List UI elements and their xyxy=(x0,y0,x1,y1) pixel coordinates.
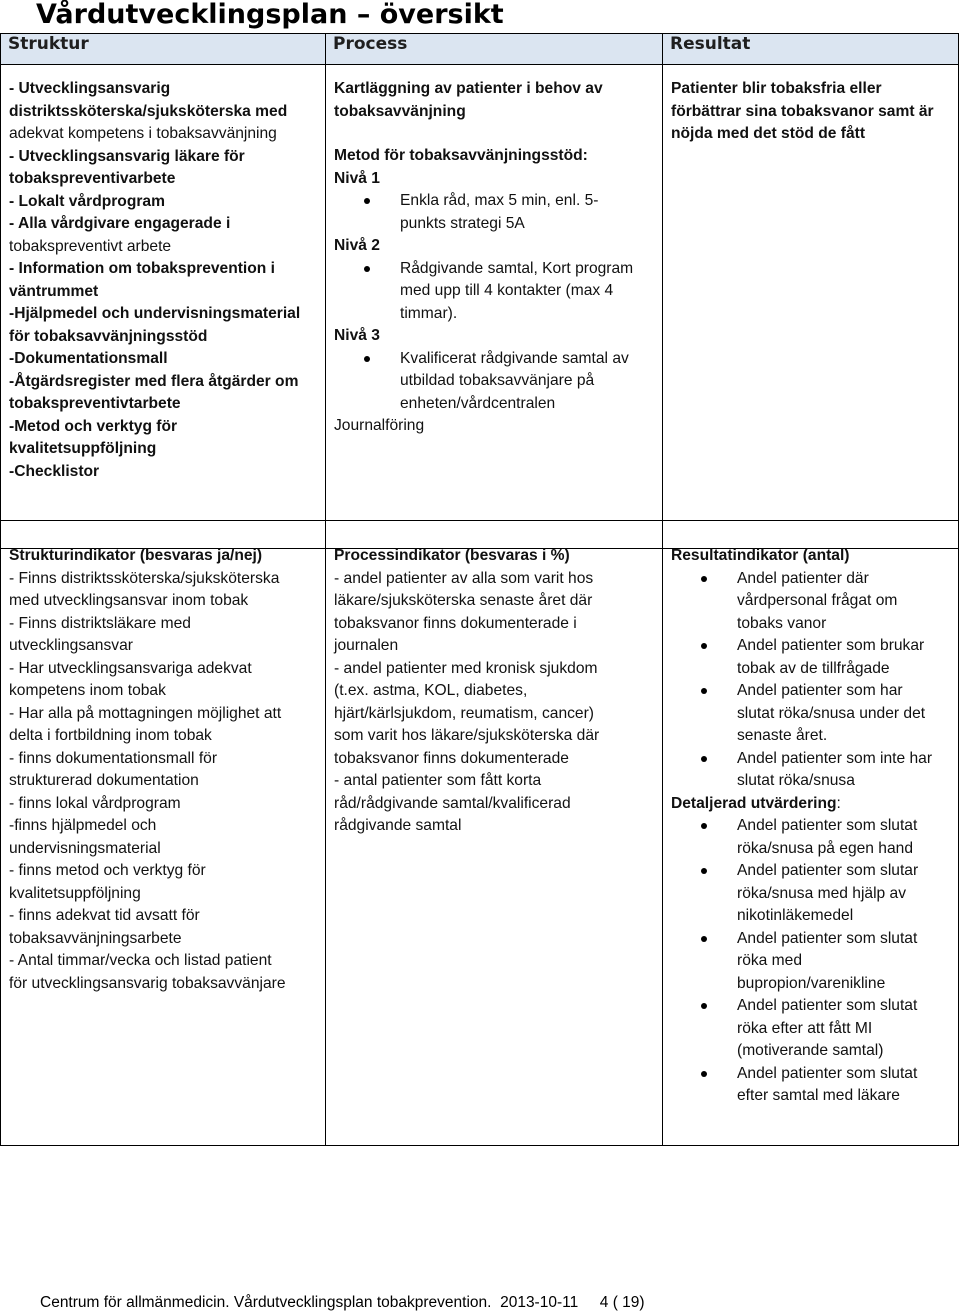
detaljerad-item-line: Andel patienter som slutar xyxy=(737,862,919,879)
detaljerad-item-line: röka med xyxy=(737,952,803,969)
processindikator-heading: Processindikator (besvaras i %) xyxy=(334,547,570,564)
struktur-line: -Metod och verktyg för xyxy=(9,417,178,435)
niva-3-item xyxy=(334,348,654,416)
struktur-line: väntrummet xyxy=(9,282,99,300)
detaljerad-utvardering-text: Detaljerad utvärdering xyxy=(671,794,837,812)
niva-2-item-line: med upp till 4 kontakter (max 4 xyxy=(400,282,614,299)
processindikator-line: tobaksvanor finns dokumenterade xyxy=(334,749,569,767)
strukturindikator-line: - Har alla på mottagningen möjlighet att xyxy=(9,704,282,722)
niva-1-list xyxy=(334,190,654,235)
strukturindikator-heading: Strukturindikator (besvaras ja/nej) xyxy=(9,547,263,564)
strukturindikator-line: tobaksavvänjningsarbete xyxy=(9,929,182,947)
strukturindikator-line: utvecklingsansvar xyxy=(9,637,133,654)
header-process: Process xyxy=(326,34,663,65)
detaljerad-item-line: röka efter att fått MI xyxy=(737,1019,873,1037)
struktur-line: adekvat kompetens i tobaksavvänjning xyxy=(9,125,277,142)
footer-page: 4 ( 19) xyxy=(599,1294,645,1311)
resultat-line: Patienter blir tobaksfria eller xyxy=(671,80,882,97)
niva-3-list xyxy=(334,348,654,416)
strukturindikator-line: strukturerad dokumentation xyxy=(9,772,199,789)
resultat-line: förbättrar sina tobaksvanor samt är xyxy=(671,102,934,120)
footer-date: 2013-10-11 xyxy=(500,1294,579,1311)
detaljerad-item-line: bupropion/varenikline xyxy=(737,974,886,992)
processindikator-line: råd/rådgivande samtal/kvalificerad xyxy=(334,794,571,812)
processindikator-line: läkare/sjuksköterska senaste året där xyxy=(334,592,593,609)
resultat-cell xyxy=(663,65,959,549)
process-heading: Kartläggning av patienter i behov av xyxy=(334,80,603,97)
niva-3-label: Nivå 3 xyxy=(334,327,380,344)
detaljerad-utvardering-colon: : xyxy=(836,794,841,812)
processindikator-line: - andel patienter av alla som varit hos xyxy=(334,569,594,587)
struktur-line xyxy=(9,101,317,124)
detaljerad-item-line: Andel patienter som slutat xyxy=(737,997,918,1014)
detaljerad-item-line: röka/snusa med hjälp av xyxy=(737,884,907,902)
strukturindikator-line: - Har utvecklingsansvariga adekvat xyxy=(9,659,252,677)
resultatindikator-item-line: tobak av de tillfrågade xyxy=(737,659,890,677)
processindikator-line: journalen xyxy=(334,637,399,654)
processindikator-line: tobaksvanor finns dokumenterade i xyxy=(334,614,577,632)
strukturindikator-line: -finns hjälpmedel och xyxy=(9,817,157,834)
struktur-line: -Åtgärdsregister med flera åtgärder om xyxy=(9,372,299,390)
resultatindikator-item-line: tobaks vanor xyxy=(737,614,827,632)
detaljerad-item-line: nikotinläkemedel xyxy=(737,907,854,924)
strukturindikator-line: undervisningsmaterial xyxy=(9,839,161,857)
resultatindikator-item-line: slutat röka/snusa xyxy=(737,772,855,789)
processindikator-line: - antal patienter som fått korta xyxy=(334,772,542,789)
resultatindikator-list xyxy=(671,568,950,793)
detaljerad-item xyxy=(671,815,950,860)
strukturindikator-line: - finns dokumentationsmall för xyxy=(9,749,218,767)
resultatindikator-item-line: vårdpersonal frågat om xyxy=(737,592,898,609)
resultat-line: nöjda med det stöd de fått xyxy=(671,125,866,142)
strukturindikator-line: - finns adekvat tid avsatt för xyxy=(9,907,200,924)
struktur-cell xyxy=(1,65,326,549)
page-title: Vårdutvecklingsplan – översikt xyxy=(36,0,504,30)
detaljerad-item-line: efter samtal med läkare xyxy=(737,1087,900,1104)
resultatindikator-item-line: Andel patienter som brukar xyxy=(737,637,925,654)
resultatindikator-item xyxy=(671,635,950,680)
journalforing-label: Journalföring xyxy=(334,417,425,434)
struktur-line: -Dokumentationsmall xyxy=(9,350,168,367)
resultatindikator-cell xyxy=(663,521,959,1146)
strukturindikator-line: - Antal timmar/vecka och listad patient xyxy=(9,952,272,969)
struktur-line-part: distriktssköterska/sjuksköterska med xyxy=(9,102,288,120)
indicator-table xyxy=(0,520,959,1146)
niva-2-label: Nivå 2 xyxy=(334,237,380,254)
detaljerad-utvardering-heading xyxy=(671,793,950,816)
struktur-line: - Alla vårdgivare engagerade i xyxy=(9,215,231,232)
strukturindikator-line: delta i fortbildning inom tobak xyxy=(9,727,212,744)
resultatindikator-item xyxy=(671,748,950,793)
detaljerad-item xyxy=(671,928,950,996)
resultatindikator-item-line: Andel patienter som har xyxy=(737,682,903,699)
resultatindikator-item-line: Andel patienter som inte har xyxy=(737,749,933,767)
process-cell xyxy=(326,65,663,549)
header-resultat: Resultat xyxy=(663,34,959,65)
struktur-line: - Utvecklingsansvarig xyxy=(9,80,171,97)
strukturindikator-line: - Finns distriktssköterska/sjuksköterska xyxy=(9,569,280,587)
processindikator-line: - andel patienter med kronisk sjukdom xyxy=(334,659,598,677)
struktur-line: kvalitetsuppföljning xyxy=(9,440,157,457)
processindikator-line: hjärt/kärlsjukdom, reumatism, cancer) xyxy=(334,704,594,722)
detaljerad-list xyxy=(671,815,950,1108)
detaljerad-item-line: Andel patienter som slutat xyxy=(737,929,918,947)
niva-3-item-line: enheten/vårdcentralen xyxy=(400,394,556,412)
struktur-line: - Information om tobaksprevention i xyxy=(9,260,275,277)
strukturindikator-line: - finns metod och verktyg för xyxy=(9,862,206,879)
processindikator-line: som varit hos läkare/sjuksköterska där xyxy=(334,727,600,744)
niva-3-item-line: utbildad tobaksavvänjare på xyxy=(400,372,595,389)
strukturindikator-line: kompetens inom tobak xyxy=(9,682,166,699)
niva-1-item-line: Enkla råd, max 5 min, enl. 5- xyxy=(400,192,599,209)
struktur-line: tobakspreventivt arbete xyxy=(9,237,172,255)
detaljerad-item xyxy=(671,860,950,928)
strukturindikator-line: - finns lokal vårdprogram xyxy=(9,794,181,812)
resultatindikator-heading: Resultatindikator (antal) xyxy=(671,547,850,564)
niva-1-item xyxy=(334,190,654,235)
strukturindikator-line: - Finns distriktsläkare med xyxy=(9,614,191,632)
strukturindikator-line: kvalitetsuppföljning xyxy=(9,884,141,902)
resultatindikator-item-line: slutat röka/snusa under det xyxy=(737,704,926,722)
resultatindikator-item xyxy=(671,568,950,636)
niva-2-item-line: Rådgivande samtal, Kort program xyxy=(400,259,634,277)
strukturindikator-line: för utvecklingsansvarig tobaksavvänjare xyxy=(9,974,286,992)
strukturindikator-cell xyxy=(1,521,326,1146)
struktur-line: - Utvecklingsansvarig läkare för xyxy=(9,147,245,165)
struktur-line: -Hjälpmedel och undervisningsmaterial xyxy=(9,305,301,322)
struktur-line: -Checklistor xyxy=(9,462,100,480)
footer-text: Centrum för allmänmedicin. Vårdutvecklingsplan tobakprevention. xyxy=(40,1294,492,1311)
struktur-line: för tobaksavvänjningsstöd xyxy=(9,327,208,345)
metod-label: Metod för tobaksavvänjningsstöd: xyxy=(334,147,588,164)
detaljerad-item-line: röka/snusa på egen hand xyxy=(737,839,914,857)
detaljerad-item-line: Andel patienter som slutat xyxy=(737,1064,918,1082)
resultatindikator-item xyxy=(671,680,950,748)
niva-2-list xyxy=(334,258,654,326)
detaljerad-item xyxy=(671,995,950,1063)
footer xyxy=(40,1294,645,1312)
struktur-line: - Lokalt vårdprogram xyxy=(9,192,165,210)
processindikator-cell xyxy=(326,521,663,1146)
struktur-line: tobakspreventivarbete xyxy=(9,170,176,187)
strukturindikator-line: med utvecklingsansvar inom tobak xyxy=(9,592,249,609)
niva-3-item-line: Kvalificerat rådgivande samtal av xyxy=(400,349,629,367)
detaljerad-item-line: (motiverande samtal) xyxy=(737,1042,884,1059)
resultatindikator-item-line: Andel patienter där xyxy=(737,569,869,587)
niva-1-item-line: punkts strategi 5A xyxy=(400,214,525,232)
resultatindikator-item-line: senaste året. xyxy=(737,727,828,744)
processindikator-line: (t.ex. astma, KOL, diabetes, xyxy=(334,682,528,699)
processindikator-line: rådgivande samtal xyxy=(334,817,462,834)
detaljerad-item-line: Andel patienter som slutat xyxy=(737,817,918,834)
niva-2-item-line: timmar). xyxy=(400,304,458,322)
detaljerad-item xyxy=(671,1063,950,1108)
niva-1-label: Nivå 1 xyxy=(334,169,380,187)
header-struktur: Struktur xyxy=(1,34,326,65)
overview-table xyxy=(0,33,959,549)
process-heading: tobaksavvänjning xyxy=(334,102,466,120)
struktur-line: tobakspreventivtarbete xyxy=(9,395,181,412)
niva-2-item xyxy=(334,258,654,326)
